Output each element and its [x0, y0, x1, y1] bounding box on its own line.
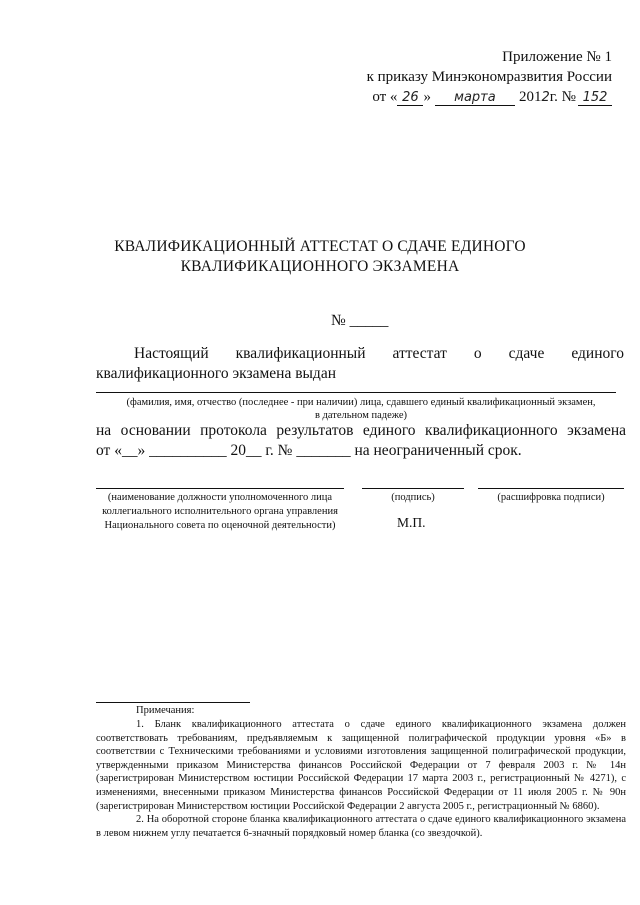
handwritten-order-number: 152: [578, 91, 612, 106]
order-date-line: [372, 88, 612, 107]
document-title-line-1: КВАЛИФИКАЦИОННЫЙ АТТЕСТАТ О СДАЧЕ ЕДИНОГО: [114, 238, 526, 255]
signature-decode-line: [478, 488, 624, 489]
year-suffix: г. №: [549, 89, 576, 105]
date-prefix: от «: [372, 89, 398, 105]
order-reference: [367, 68, 612, 87]
document-title-line-2: КВАЛИФИКАЦИОННОГО ЭКЗАМЕНА: [180, 258, 460, 275]
position-caption-1: (наименование должности уполномоченного лица: [107, 492, 333, 503]
handwritten-day: 26: [397, 91, 423, 106]
notes-heading: Примечания:: [136, 705, 195, 716]
date-mid: »: [423, 89, 431, 105]
order-line-text: к приказу Минэкономразвития России: [366, 69, 612, 85]
recipient-caption-line-2: в дательном падеже): [314, 410, 408, 421]
position-caption-2: коллегиального исполнительного органа управления: [102, 506, 338, 517]
note-1: 1. Бланк квалификационного аттестата о сдаче единого квалификационного экзамена должен соответствовать требованиям, предъявляемым к защищенной полиграфической продукции уровня «Б» в соответствии с Техническими требованиями и условиями изготовления защищенной полиграфической продукции, утвержденными приказом Министерства финансов Российской Федерации от 7 февраля 2003 г. № 14н (зарегистрирован Министерством юстиции Российской Федерации 17 марта 2003 г., регистрационный № 4271), с изменениями, внесенными приказом Министерства финансов Российской Федерации от 11 июля 2005 г. № 90н (зарегистрирован Министерством юстиции Российской Федерации 2 августа 2005 г., регистрационный № 6860).: [96, 719, 626, 812]
seal-label: М.П.: [397, 515, 426, 530]
issued-line-1: Настоящий квалификационный аттестат о сдаче единого: [134, 345, 624, 362]
notes-separator: [96, 702, 250, 703]
basis-line-1: на основании протокола результатов единого квалификационного экзамена: [96, 422, 626, 439]
signature-line: [362, 488, 464, 489]
signature-caption: (подпись): [391, 492, 435, 503]
basis-line-2: от «__» __________ 20__ г. № _______ на неограниченный срок.: [96, 442, 522, 459]
decode-caption: (расшифровка подписи): [497, 492, 605, 503]
recipient-caption-line-1: (фамилия, имя, отчество (последнее - при наличии) лица, сдавшего единый квалификационный экзамен,: [126, 397, 596, 408]
issued-line-2: квалификационного экзамена выдан: [96, 365, 336, 382]
handwritten-month: марта: [435, 91, 515, 106]
recipient-name-line: [96, 392, 616, 393]
position-caption-3: Национального совета по оценочной деятельности): [104, 520, 336, 531]
position-line: [96, 488, 344, 489]
year-prefix: 201: [518, 89, 542, 105]
handwritten-year-digit: 2: [541, 90, 550, 105]
certificate-number-label: № _____: [331, 312, 389, 329]
appendix-label: [502, 48, 612, 67]
appendix-text: Приложение № 1: [502, 49, 612, 65]
note-2: 2. На оборотной стороне бланка квалификационного аттестата о сдаче единого квалификационного экзамена в левом нижнем углу печатается 6-значный порядковый номер бланка (со звездочкой).: [96, 814, 626, 839]
